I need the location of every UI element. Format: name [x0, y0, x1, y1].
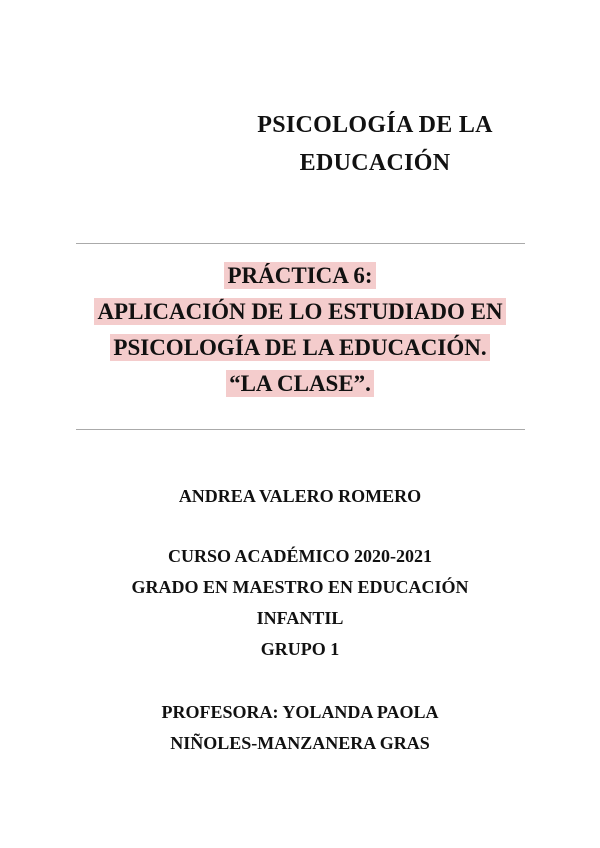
practice-title-line-2: APLICACIÓN DE LO ESTUDIADO EN: [94, 298, 505, 325]
bottom-divider: [76, 429, 525, 430]
practice-title-line-1-wrap: [0, 258, 600, 294]
practice-title-line-3: PSICOLOGÍA DE LA EDUCACIÓN.: [110, 334, 489, 361]
teacher-line-1: PROFESORA: YOLANDA PAOLA: [161, 702, 439, 722]
subject-title-line-2: EDUCACIÓN: [299, 150, 451, 176]
teacher-line-2: NIÑOLES-MANZANERA GRAS: [170, 733, 430, 753]
author-block: [0, 481, 600, 512]
practice-title-line-3-wrap: [0, 330, 600, 366]
practice-title-line-1: PRÁCTICA 6:: [224, 262, 375, 289]
degree-line-2: INFANTIL: [256, 608, 344, 628]
course-block: [0, 541, 600, 665]
subject-title: [225, 106, 525, 182]
author-name: ANDREA VALERO ROMERO: [178, 486, 422, 506]
degree-line-1: GRADO EN MAESTRO EN EDUCACIÓN: [131, 577, 469, 597]
practice-title-line-4: “LA CLASE”.: [226, 370, 374, 397]
group-label: GRUPO 1: [260, 639, 340, 659]
teacher-block: [0, 697, 600, 759]
practice-title-line-4-wrap: [0, 366, 600, 402]
subject-title-line-1: PSICOLOGÍA DE LA: [257, 112, 493, 138]
practice-title-line-2-wrap: [0, 294, 600, 330]
practice-title: [0, 258, 600, 402]
top-divider: [76, 243, 525, 244]
course-year: CURSO ACADÉMICO 2020-2021: [167, 546, 432, 566]
